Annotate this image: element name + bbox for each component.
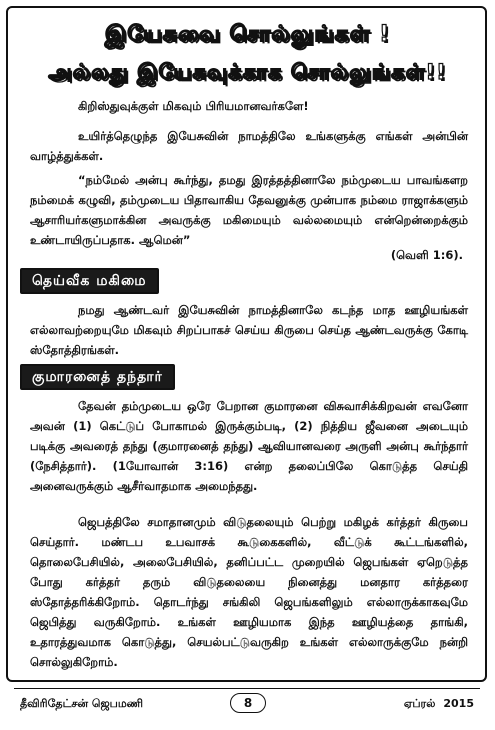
section-heading-divine-glory: தெய்வீக மகிமை bbox=[20, 268, 159, 294]
section2-body-2: ஜெபத்திலே சமாதானமும் விடுதலையும் பெற்று மகிழக் கர்த்தர் கிருபை செய்தார். மண்டப உபவாசக் கூடுகைகளில், வீட்டுக் கூட்டங்களில், தொலைபேசியில், அலைபேசியில், தனிப்பட்ட முறையில் ஜெபங்கள் ஏறெடுத்த போது கர்த்தர் தரும் விடுதலையை நினைத்து மனதார கர்த்தரை ஸ்தோத்தரிக்கிறோம். தொடர்ந்து சங்கிலி ஜெபங்களிலும் எல்லாருக்காகவுமே ஜெபித்து வருகிறோம். உங்கள் ஊழியமாக இந்த ஊழியத்தை தாங்கி, உதாரத்துவமாக கொடுத்து, செயல்பட்டுவருகிற உங்கள் எல்லாருக்குமே நன்றி சொல்லுகிறோம். bbox=[30, 515, 468, 669]
greeting-paragraph: கிறிஸ்துவுக்குள் மிகவும் பிரியமானவர்களே! bbox=[78, 99, 309, 113]
section1-body: நமது ஆண்டவர் இயேசுவின் நாமத்தினாலே கடந்த மாத ஊழியங்கள் எல்லாவற்றையுமே மிகவும் சிறப்பாகச் செய்ய கிருபை செய்த ஆண்டவருக்கு கோடி ஸ்தோத்திரங்கள். bbox=[30, 303, 468, 357]
page-number: 8 bbox=[230, 693, 266, 713]
issue-month: ஏப்ரல் bbox=[403, 697, 436, 710]
wishes-paragraph: உயிர்த்தெழுந்த இயேசுவின் நாமத்திலே உங்களுக்கு எங்கள் அன்பின் வாழ்த்துக்கள். bbox=[30, 129, 468, 163]
issue-year: 2015 bbox=[443, 697, 474, 710]
title-line-2: அல்லது இயேசுவுக்காக சொல்லுங்கள்!! bbox=[48, 60, 447, 84]
section2-body-1: தேவன் தம்முடைய ஒரே பேறான குமாரனை விசுவாசிக்கிறவன் எவனோ அவன் (1) கெட்டுப் போகாமல் இருக்கும்படி, (2) நித்திய ஜீவனை அடையும் படிக்கு அவரைத் தந்து (குமாரனைத் தந்து) ஆவியானவரை அருளி அன்பு கூர்ந்தார் (நேசித்தார்). (1யோவான் 3:16) என்ற தலைப்பிலே கொடுத்த செய்தி அனைவருக்கும் ஆசீர்வாதமாக அமைந்தது. bbox=[30, 399, 468, 493]
quote-reference: (வெளி 1:6). bbox=[390, 248, 463, 262]
section-heading-gave-son: குமாரனைத் தந்தார் bbox=[20, 364, 175, 390]
title-line-1: இயேசுவை சொல்லுங்கள் ! bbox=[104, 22, 391, 47]
issue-date bbox=[396, 697, 474, 712]
publication-name: தீவிரிதேட்சன் ஜெபமணி bbox=[20, 697, 144, 710]
page-footer bbox=[14, 688, 480, 717]
quote-paragraph: “நம்மேல் அன்பு கூர்ந்து, தமது இரத்தத்தினாலே நம்முடைய பாவங்களற நம்மைக் கழுவி, தம்முடைய பிதாவாகிய தேவனுக்கு முன்பாக நம்மை ராஜாக்களும் ஆசாரியர்களுமாக்கின அவருக்கு மகிமையும் வல்லமையும் என்றென்றைக்கும் உண்டாயிருப்பதாக. ஆமென்” bbox=[30, 173, 468, 247]
